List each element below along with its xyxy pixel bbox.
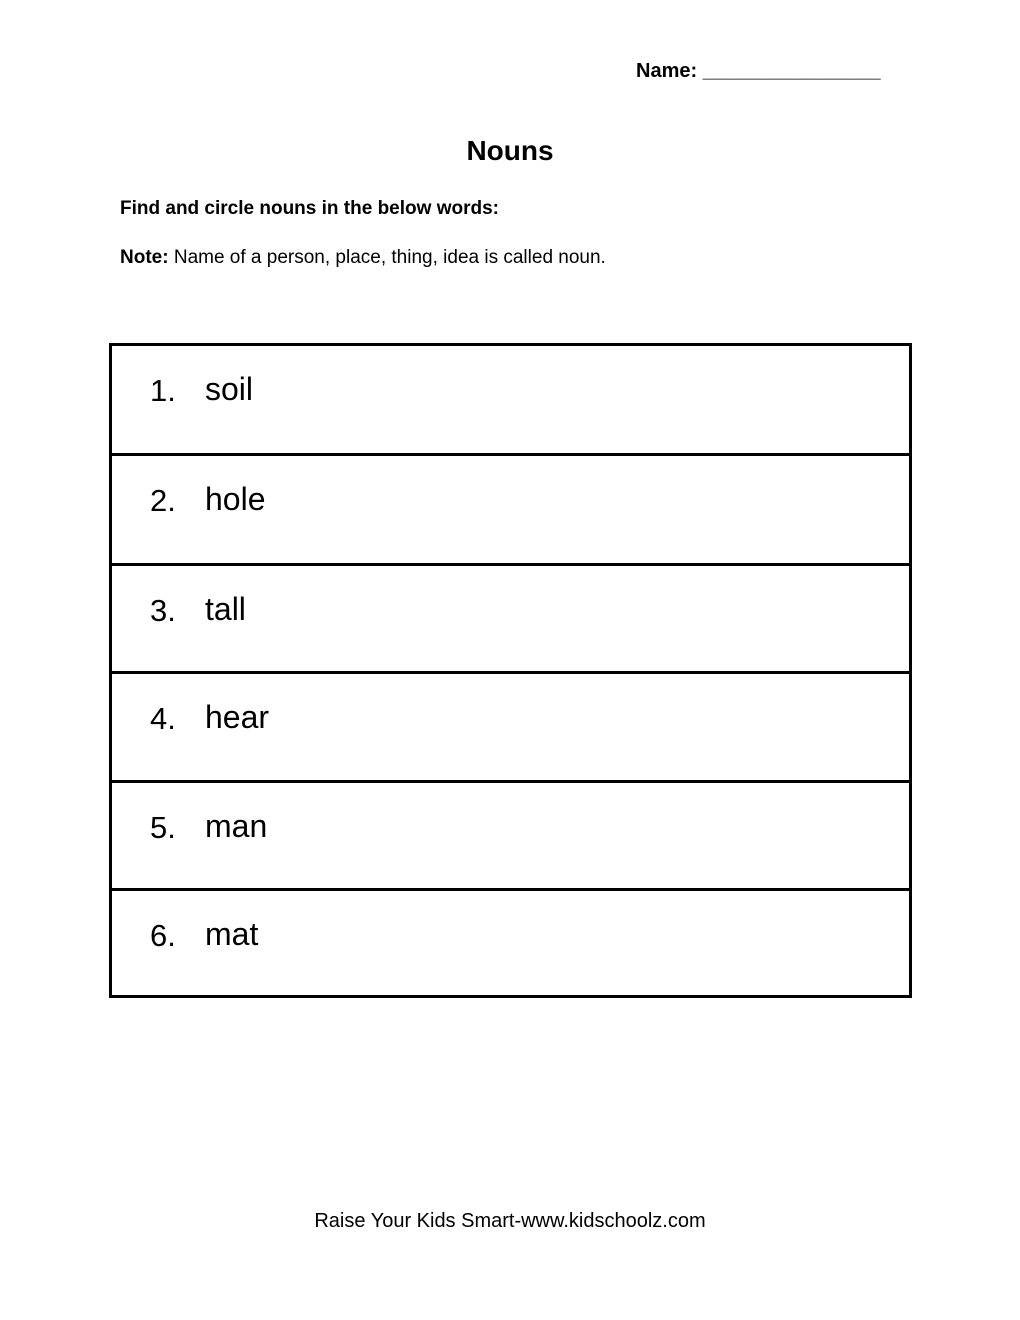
word-text[interactable]: hole <box>205 481 266 517</box>
word-row-6 <box>112 891 909 995</box>
word-row-1 <box>112 346 909 456</box>
note-text <box>120 247 606 269</box>
word-number: 4. <box>150 701 176 736</box>
word-number: 2. <box>150 483 176 518</box>
note-label: Note: <box>120 247 169 268</box>
word-text[interactable]: soil <box>205 371 254 407</box>
instruction-text: Find and circle nouns in the below words: <box>120 198 499 219</box>
word-number: 1. <box>150 373 176 408</box>
word-text[interactable]: hear <box>205 699 270 735</box>
name-label: Name: <box>636 60 698 82</box>
word-row-2 <box>112 456 909 566</box>
name-blank-line: ________________ <box>702 60 881 82</box>
word-number: 5. <box>150 810 176 845</box>
word-number: 6. <box>150 918 176 953</box>
word-row-3 <box>112 566 909 674</box>
word-number: 3. <box>150 593 176 628</box>
word-row-4 <box>112 674 909 783</box>
word-row-5 <box>112 783 909 891</box>
word-text[interactable]: tall <box>205 591 246 627</box>
footer-text: Raise Your Kids Smart-www.kidschoolz.com <box>314 1210 706 1232</box>
page-title: Nouns <box>466 135 554 166</box>
word-table <box>109 343 912 998</box>
name-field <box>636 60 881 83</box>
word-text[interactable]: man <box>205 808 268 844</box>
word-text[interactable]: mat <box>205 916 259 952</box>
note-body: Name of a person, place, thing, idea is called noun. <box>173 247 606 268</box>
